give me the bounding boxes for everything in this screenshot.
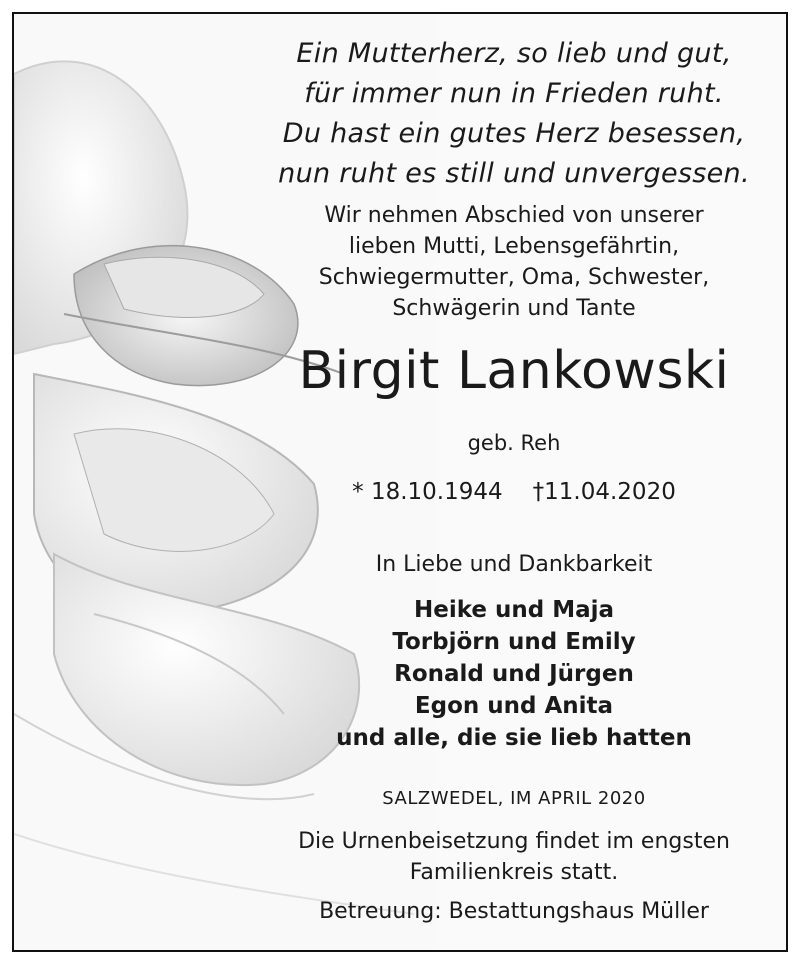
mourner-line: Heike und Maja	[413, 597, 615, 623]
poem-line: für immer nun in Frieden ruht.	[304, 78, 724, 109]
poem-line: Du hast ein gutes Herz besessen,	[282, 118, 746, 149]
place-date: SALZWEDEL, IM APRIL 2020	[382, 788, 646, 809]
intro-line: lieben Mutti, Lebensgefährtin,	[348, 234, 680, 259]
intro-line: Schwiegermutter, Oma, Schwester,	[318, 265, 710, 290]
notice-line: Die Urnenbeisetzung findet im engsten	[298, 829, 730, 854]
mourners-list	[262, 594, 766, 754]
mourners-intro: In Liebe und Dankbarkeit	[375, 552, 653, 577]
undertaker: Betreuung: Bestattungshaus Müller	[319, 899, 709, 924]
birth-name: geb. Reh	[467, 431, 561, 455]
farewell-intro	[262, 200, 766, 324]
death-date: †11.04.2020	[532, 479, 676, 505]
obituary-text	[262, 14, 766, 950]
intro-line: Wir nehmen Abschied von unserer	[324, 203, 704, 228]
mourner-line: und alle, die sie lieb hatten	[336, 725, 692, 751]
poem-line: Ein Mutterherz, so lieb und gut,	[296, 38, 732, 69]
obituary-frame	[12, 12, 788, 952]
poem-line: nun ruht es still und unvergessen.	[278, 158, 750, 189]
intro-line: Schwägerin und Tante	[392, 296, 636, 321]
mourner-line: Ronald und Jürgen	[394, 661, 634, 687]
life-dates	[262, 476, 766, 508]
notice-line: Familienkreis statt.	[409, 860, 619, 885]
mourner-line: Egon und Anita	[414, 693, 614, 719]
birth-date: * 18.10.1944	[352, 479, 503, 505]
deceased-name: Birgit Lankowski	[298, 341, 730, 401]
mourner-line: Torbjörn und Emily	[392, 629, 636, 655]
poem	[262, 34, 766, 194]
burial-notice	[262, 826, 766, 888]
